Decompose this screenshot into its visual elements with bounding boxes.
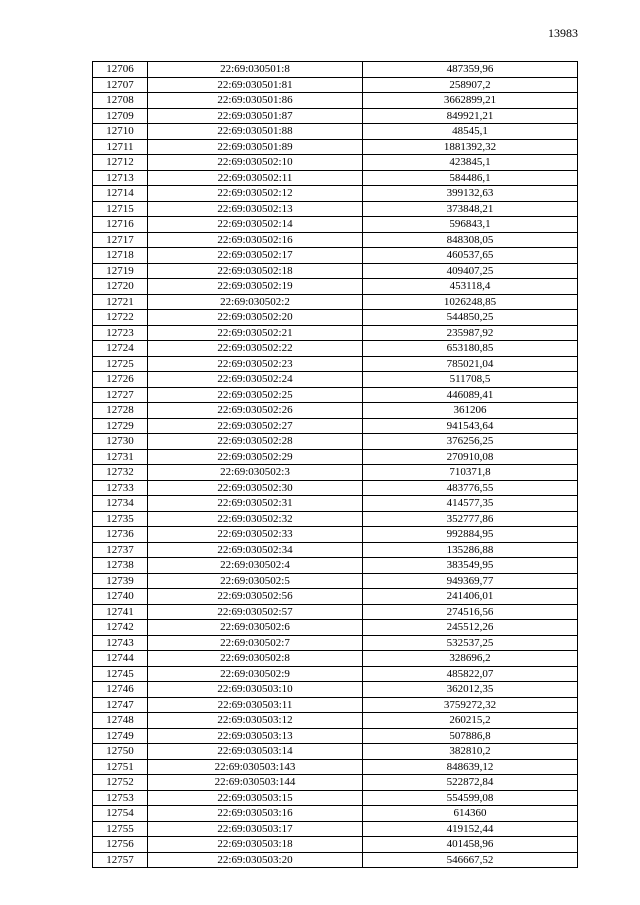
cadastral-value-cell: 710371,8: [363, 465, 578, 481]
cadastral-value-cell: 235987,92: [363, 325, 578, 341]
row-number-cell: 12747: [93, 697, 148, 713]
cadastral-number-cell: 22:69:030501:86: [148, 93, 363, 109]
table-row: [93, 217, 578, 233]
cadastral-value-cell: 241406,01: [363, 589, 578, 605]
row-number-cell: 12725: [93, 356, 148, 372]
row-number-cell: 12724: [93, 341, 148, 357]
row-number-cell: 12730: [93, 434, 148, 450]
cadastral-number-cell: 22:69:030503:16: [148, 806, 363, 822]
cadastral-number-cell: 22:69:030502:32: [148, 511, 363, 527]
table-row: [93, 62, 578, 78]
row-number-cell: 12723: [93, 325, 148, 341]
table-row: [93, 124, 578, 140]
cadastral-value-cell: 941543,64: [363, 418, 578, 434]
cadastral-value-cell: 270910,08: [363, 449, 578, 465]
cadastral-number-cell: 22:69:030502:11: [148, 170, 363, 186]
cadastral-value-cell: 532537,25: [363, 635, 578, 651]
row-number-cell: 12739: [93, 573, 148, 589]
cadastral-number-cell: 22:69:030502:30: [148, 480, 363, 496]
cadastral-value-cell: 399132,63: [363, 186, 578, 202]
row-number-cell: 12733: [93, 480, 148, 496]
table-row: [93, 155, 578, 171]
row-number-cell: 12736: [93, 527, 148, 543]
cadastral-number-cell: 22:69:030502:31: [148, 496, 363, 512]
cadastral-number-cell: 22:69:030502:20: [148, 310, 363, 326]
table-row: [93, 465, 578, 481]
table-row: [93, 852, 578, 868]
table-row: [93, 263, 578, 279]
cadastral-number-cell: 22:69:030502:56: [148, 589, 363, 605]
table-row: [93, 806, 578, 822]
row-number-cell: 12712: [93, 155, 148, 171]
row-number-cell: 12729: [93, 418, 148, 434]
row-number-cell: 12715: [93, 201, 148, 217]
table-row: [93, 108, 578, 124]
table-row: [93, 542, 578, 558]
table-row: [93, 201, 578, 217]
cadastral-number-cell: 22:69:030502:2: [148, 294, 363, 310]
row-number-cell: 12750: [93, 744, 148, 760]
table-row: [93, 139, 578, 155]
row-number-cell: 12734: [93, 496, 148, 512]
row-number-cell: 12721: [93, 294, 148, 310]
cadastral-value-cell: 785021,04: [363, 356, 578, 372]
cadastral-number-cell: 22:69:030502:14: [148, 217, 363, 233]
table-row: [93, 341, 578, 357]
cadastral-number-cell: 22:69:030502:26: [148, 403, 363, 419]
row-number-cell: 12756: [93, 837, 148, 853]
cadastral-number-cell: 22:69:030503:18: [148, 837, 363, 853]
cadastral-value-cell: 522872,84: [363, 775, 578, 791]
cadastral-number-cell: 22:69:030502:18: [148, 263, 363, 279]
cadastral-number-cell: 22:69:030502:5: [148, 573, 363, 589]
table-row: [93, 744, 578, 760]
cadastral-value-cell: 584486,1: [363, 170, 578, 186]
cadastral-value-cell: 328696,2: [363, 651, 578, 667]
table-row: [93, 682, 578, 698]
row-number-cell: 12706: [93, 62, 148, 78]
table-row: [93, 310, 578, 326]
table-row: [93, 232, 578, 248]
cadastral-value-cell: 1026248,85: [363, 294, 578, 310]
row-number-cell: 12746: [93, 682, 148, 698]
table-row: [93, 511, 578, 527]
row-number-cell: 12744: [93, 651, 148, 667]
table-row: [93, 372, 578, 388]
table-row: [93, 186, 578, 202]
cadastral-value-cell: 446089,41: [363, 387, 578, 403]
cadastral-number-cell: 22:69:030501:81: [148, 77, 363, 93]
cadastral-value-cell: 419152,44: [363, 821, 578, 837]
cadastral-number-cell: 22:69:030503:17: [148, 821, 363, 837]
table-row: [93, 387, 578, 403]
cadastral-number-cell: 22:69:030502:27: [148, 418, 363, 434]
table-row: [93, 434, 578, 450]
table-row: [93, 77, 578, 93]
table-row: [93, 248, 578, 264]
cadastral-value-cell: 382810,2: [363, 744, 578, 760]
cadastral-value-cell: 596843,1: [363, 217, 578, 233]
row-number-cell: 12718: [93, 248, 148, 264]
row-number-cell: 12737: [93, 542, 148, 558]
cadastral-value-cell: 453118,4: [363, 279, 578, 295]
row-number-cell: 12727: [93, 387, 148, 403]
cadastral-number-cell: 22:69:030502:25: [148, 387, 363, 403]
table-row: [93, 821, 578, 837]
row-number-cell: 12708: [93, 93, 148, 109]
row-number-cell: 12716: [93, 217, 148, 233]
table-row: [93, 480, 578, 496]
cadastral-number-cell: 22:69:030502:6: [148, 620, 363, 636]
row-number-cell: 12719: [93, 263, 148, 279]
table-row: [93, 558, 578, 574]
cadastral-value-cell: 849921,21: [363, 108, 578, 124]
cadastral-value-cell: 848308,05: [363, 232, 578, 248]
row-number-cell: 12717: [93, 232, 148, 248]
table-row: [93, 759, 578, 775]
row-number-cell: 12731: [93, 449, 148, 465]
table-row: [93, 837, 578, 853]
cadastral-value-cell: 653180,85: [363, 341, 578, 357]
table-row: [93, 573, 578, 589]
row-number-cell: 12740: [93, 589, 148, 605]
cadastral-number-cell: 22:69:030502:8: [148, 651, 363, 667]
row-number-cell: 12753: [93, 790, 148, 806]
cadastral-number-cell: 22:69:030502:7: [148, 635, 363, 651]
cadastral-number-cell: 22:69:030502:24: [148, 372, 363, 388]
table-row: [93, 418, 578, 434]
cadastral-value-cell: 135286,88: [363, 542, 578, 558]
cadastral-value-cell: 992884,95: [363, 527, 578, 543]
row-number-cell: 12720: [93, 279, 148, 295]
table-row: [93, 93, 578, 109]
page-number: 13983: [548, 26, 578, 40]
cadastral-number-cell: 22:69:030502:34: [148, 542, 363, 558]
table-row: [93, 604, 578, 620]
cadastral-value-cell: 546667,52: [363, 852, 578, 868]
cadastral-value-cell: 373848,21: [363, 201, 578, 217]
cadastral-value-cell: 383549,95: [363, 558, 578, 574]
table-row: [93, 775, 578, 791]
table-row: [93, 790, 578, 806]
row-number-cell: 12742: [93, 620, 148, 636]
row-number-cell: 12754: [93, 806, 148, 822]
cadastral-value-cell: 362012,35: [363, 682, 578, 698]
table-row: [93, 403, 578, 419]
row-number-cell: 12749: [93, 728, 148, 744]
cadastral-value-cell: 485822,07: [363, 666, 578, 682]
cadastral-value-cell: 487359,96: [363, 62, 578, 78]
table-row: [93, 713, 578, 729]
cadastral-value-cell: 414577,35: [363, 496, 578, 512]
cadastral-number-cell: 22:69:030503:144: [148, 775, 363, 791]
cadastral-number-cell: 22:69:030502:9: [148, 666, 363, 682]
cadastral-number-cell: 22:69:030503:11: [148, 697, 363, 713]
cadastral-value-cell: 3662899,21: [363, 93, 578, 109]
table-body: [93, 62, 578, 868]
row-number-cell: 12709: [93, 108, 148, 124]
cadastral-value-cell: 352777,86: [363, 511, 578, 527]
row-number-cell: 12748: [93, 713, 148, 729]
row-number-cell: 12707: [93, 77, 148, 93]
cadastral-value-cell: 245512,26: [363, 620, 578, 636]
cadastral-number-cell: 22:69:030501:89: [148, 139, 363, 155]
table-row: [93, 449, 578, 465]
cadastral-number-cell: 22:69:030501:8: [148, 62, 363, 78]
row-number-cell: 12738: [93, 558, 148, 574]
row-number-cell: 12711: [93, 139, 148, 155]
cadastral-value-cell: 258907,2: [363, 77, 578, 93]
table-row: [93, 697, 578, 713]
cadastral-value-cell: 544850,25: [363, 310, 578, 326]
cadastral-number-cell: 22:69:030502:33: [148, 527, 363, 543]
cadastral-number-cell: 22:69:030502:4: [148, 558, 363, 574]
row-number-cell: 12743: [93, 635, 148, 651]
row-number-cell: 12745: [93, 666, 148, 682]
cadastral-number-cell: 22:69:030503:14: [148, 744, 363, 760]
row-number-cell: 12755: [93, 821, 148, 837]
cadastral-number-cell: 22:69:030502:29: [148, 449, 363, 465]
cadastral-value-cell: 554599,08: [363, 790, 578, 806]
table-row: [93, 635, 578, 651]
cadastral-number-cell: 22:69:030503:143: [148, 759, 363, 775]
cadastral-number-cell: 22:69:030502:19: [148, 279, 363, 295]
cadastral-number-cell: 22:69:030502:23: [148, 356, 363, 372]
cadastral-number-cell: 22:69:030503:12: [148, 713, 363, 729]
table-row: [93, 294, 578, 310]
row-number-cell: 12741: [93, 604, 148, 620]
cadastral-value-cell: 1881392,32: [363, 139, 578, 155]
cadastral-value-cell: 361206: [363, 403, 578, 419]
cadastral-number-cell: 22:69:030502:57: [148, 604, 363, 620]
cadastral-value-cell: 48545,1: [363, 124, 578, 140]
cadastral-number-cell: 22:69:030503:15: [148, 790, 363, 806]
row-number-cell: 12728: [93, 403, 148, 419]
row-number-cell: 12722: [93, 310, 148, 326]
table-row: [93, 527, 578, 543]
row-number-cell: 12710: [93, 124, 148, 140]
row-number-cell: 12714: [93, 186, 148, 202]
cadastral-number-cell: 22:69:030503:13: [148, 728, 363, 744]
cadastral-number-cell: 22:69:030502:16: [148, 232, 363, 248]
cadastral-value-cell: 401458,96: [363, 837, 578, 853]
cadastral-number-cell: 22:69:030502:17: [148, 248, 363, 264]
row-number-cell: 12732: [93, 465, 148, 481]
cadastral-value-cell: 507886,8: [363, 728, 578, 744]
row-number-cell: 12735: [93, 511, 148, 527]
cadastral-value-cell: 409407,25: [363, 263, 578, 279]
cadastral-value-cell: 260215,2: [363, 713, 578, 729]
table-row: [93, 620, 578, 636]
cadastral-value-cell: 376256,25: [363, 434, 578, 450]
cadastral-value-table: [92, 61, 578, 868]
cadastral-value-cell: 423845,1: [363, 155, 578, 171]
cadastral-number-cell: 22:69:030502:22: [148, 341, 363, 357]
cadastral-number-cell: 22:69:030503:20: [148, 852, 363, 868]
row-number-cell: 12751: [93, 759, 148, 775]
cadastral-number-cell: 22:69:030502:10: [148, 155, 363, 171]
cadastral-value-cell: 949369,77: [363, 573, 578, 589]
table-row: [93, 170, 578, 186]
cadastral-value-cell: 460537,65: [363, 248, 578, 264]
cadastral-value-cell: 511708,5: [363, 372, 578, 388]
cadastral-number-cell: 22:69:030501:88: [148, 124, 363, 140]
cadastral-value-cell: 3759272,32: [363, 697, 578, 713]
cadastral-value-cell: 614360: [363, 806, 578, 822]
table-row: [93, 325, 578, 341]
cadastral-number-cell: 22:69:030502:3: [148, 465, 363, 481]
row-number-cell: 12726: [93, 372, 148, 388]
cadastral-value-cell: 848639,12: [363, 759, 578, 775]
row-number-cell: 12713: [93, 170, 148, 186]
cadastral-value-cell: 483776,55: [363, 480, 578, 496]
table-row: [93, 496, 578, 512]
table-row: [93, 589, 578, 605]
cadastral-number-cell: 22:69:030502:13: [148, 201, 363, 217]
table-row: [93, 651, 578, 667]
table-row: [93, 728, 578, 744]
cadastral-number-cell: 22:69:030501:87: [148, 108, 363, 124]
cadastral-value-cell: 274516,56: [363, 604, 578, 620]
cadastral-number-cell: 22:69:030502:28: [148, 434, 363, 450]
table-row: [93, 666, 578, 682]
table-row: [93, 356, 578, 372]
row-number-cell: 12752: [93, 775, 148, 791]
row-number-cell: 12757: [93, 852, 148, 868]
cadastral-number-cell: 22:69:030502:21: [148, 325, 363, 341]
table-row: [93, 279, 578, 295]
cadastral-number-cell: 22:69:030503:10: [148, 682, 363, 698]
cadastral-number-cell: 22:69:030502:12: [148, 186, 363, 202]
